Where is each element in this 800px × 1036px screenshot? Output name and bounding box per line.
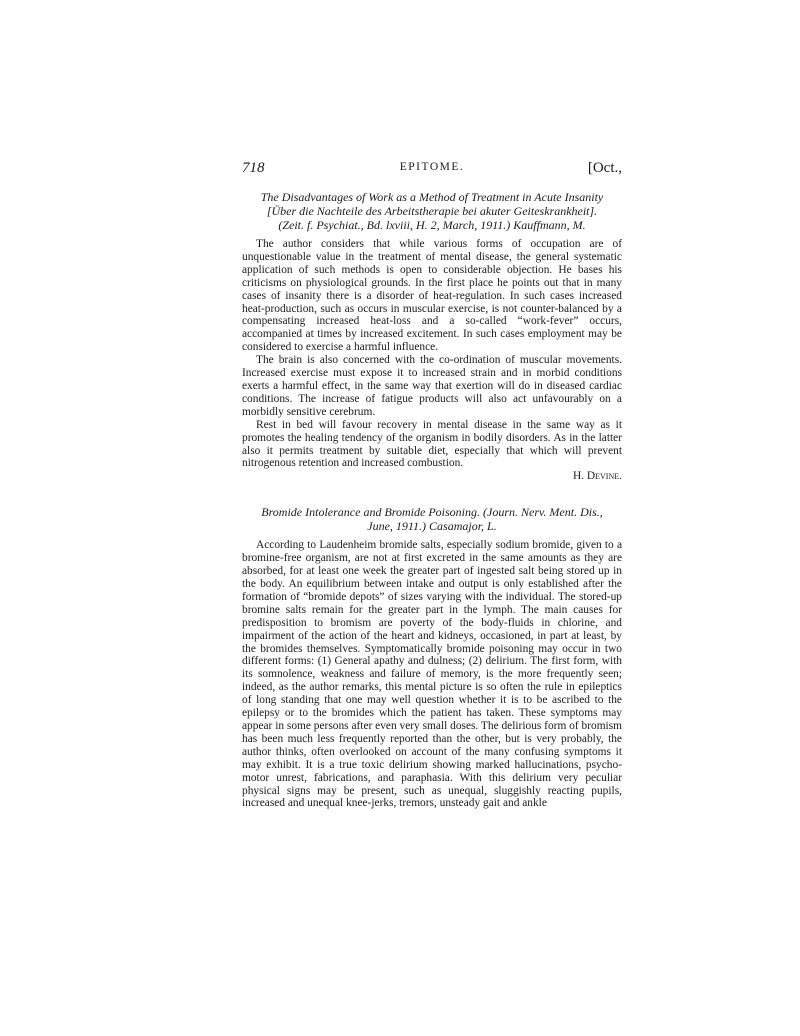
running-title: EPITOME. <box>399 161 465 173</box>
article2-title-line: Bromide Intolerance and Bromide Poisoning. (Journ. Nerv. Ment. Dis., <box>261 505 603 520</box>
article1-signature: H. Devine. <box>573 470 622 483</box>
journal-page <box>242 160 622 810</box>
article1-title-line: (Zeit. f. Psychiat., Bd. lxviii, H. 2, March, 1911.) Kauffmann, M. <box>278 218 586 232</box>
article1-title-line: [Über die Nachteile des Arbeitstherapie bei akuter Geiteskrankheit]. <box>266 204 598 218</box>
page-header <box>242 160 622 182</box>
article1-body <box>242 238 622 483</box>
article1-paragraph: Rest in bed will favour recovery in mental disease in the same way as it promotes the healing tendency of the organism in bodily disorders. As in the latter also it permits treatment by suitable diet, especially that which will prevent nitrogenous retention and increased combustion. <box>242 418 622 470</box>
article1-paragraph: The brain is also concerned with the co-ordination of muscular movements. Increased exercise must expose it to increased strain and in morbid conditions exerts a harmful effect, in the same way that exertion will do in diseased cardiac conditions. The increase of fatigue products will also act unfavourably on a morbidly sensitive cerebrum. <box>242 354 622 418</box>
article2-paragraph: According to Laudenheim bromide salts, especially sodium bromide, given to a bromine-free organism, are not at first excreted in the same amounts as they are absorbed, for at least one week the greater part of ingested salt being stored up in the body. An equilibrium between intake and output is only established after the formation of “bromide depots” of sizes varying with the individual. The stored-up bromine salts remain for the greater part in the lymph. The main causes for predisposition to bromism are poverty of the body-fluids in chlorine, and impairment of the action of the heart and kidneys, occasioned, in part at least, by the bromides themselves. Symptomatically bromide poisoning may occur in two different forms: (1) General apathy and dulness; (2) delirium. The first form, with its somnolence, weakness and failure of memory, is the more frequently seen; indeed, as the author remarks, this mental picture is so often the rule in epileptics of long standing that one may well question whether it is to be ascribed to the epilepsy or to the bromides which the patient has taken. These symptoms may appear in some persons after even very small doses. The delirious form of bromism has been much less frequently reported than the other, but is very probably, the author thinks, often overlooked on account of the many confusing symptoms it may exhibit. It is a true toxic delirium showing marked hallucinations, psycho-motor unrest, fabrications, and paraphasia. With this delirium very peculiar physical signs may be present, such as unequal, sluggishly reacting pupils, increased and unequal knee-jerks, tremors, unsteady gait and ankle <box>242 539 623 810</box>
article2-title <box>242 505 622 533</box>
article1-title-line: The Disadvantages of Work as a Method of Treatment in Acute Insanity <box>260 190 604 204</box>
article2-body <box>242 539 622 810</box>
issue-month: [Oct., <box>587 160 622 176</box>
article2-title-line: June, 1911.) Casamajor, L. <box>367 519 497 534</box>
article1-paragraph: The author considers that while various forms of occupation are of unquestionable value in the treatment of mental disease, the general systematic application of such methods is open to considerable objection. He bases his criticisms on physiological grounds. In the first place he points out that in many cases of insanity there is a disorder of heat-regulation. In such cases increased heat-production, such as occurs in muscular exercise, is not counter-balanced by a compensating increased heat-loss and a so-called “work-fever” occurs, accompanied at times by increased excitement. In such cases employment may be considered to exercise a harmful influence. <box>242 238 622 354</box>
page-number: 718 <box>242 160 265 176</box>
article-divider <box>242 483 622 497</box>
article1-title <box>242 190 622 232</box>
